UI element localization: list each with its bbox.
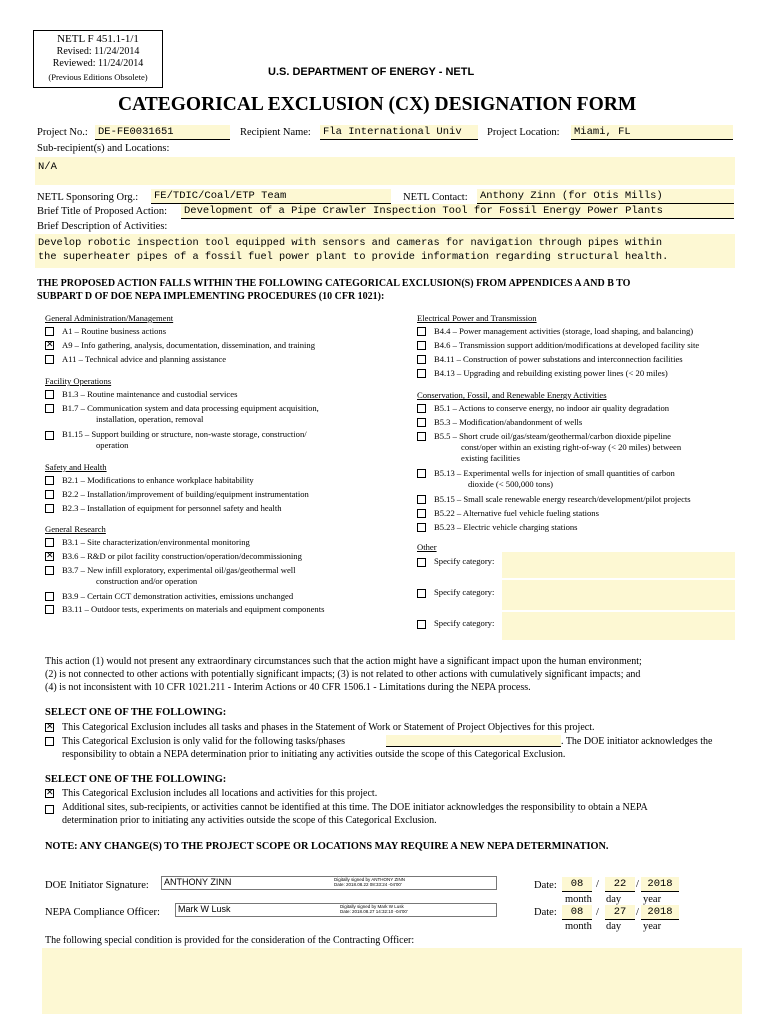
checkbox-select1-opt1[interactable]: ✕ bbox=[46, 722, 54, 732]
checkbox-b46[interactable] bbox=[417, 341, 426, 350]
location-field[interactable]: Miami, FL bbox=[571, 125, 733, 140]
date1-year-caption: year bbox=[643, 894, 662, 905]
item-b411: B4.11 – Construction of power substations and interconnection facilities bbox=[434, 354, 683, 364]
item-b37: B3.7 – New infill exploratory, experimental oil/gas/geothermal well bbox=[62, 565, 296, 575]
select2-opt2: Additional sites, sub-recipients, or activities cannot be identified at this time. The DOE initiator acknowledges the responsibility to obtain a NEPA bbox=[62, 802, 648, 813]
nepa-digital-sign-1: Digitally signed by Mark W Lusk bbox=[340, 904, 404, 909]
checkbox-b53[interactable] bbox=[417, 418, 426, 427]
item-b55: B5.5 – Short crude oil/gas/steam/geothermal/carbon dioxide pipeline bbox=[434, 431, 671, 441]
item-b23: B2.3 – Installation of equipment for personnel safety and health bbox=[62, 503, 282, 513]
checkbox-select2-opt2[interactable] bbox=[45, 805, 54, 814]
proposed-heading-1: THE PROPOSED ACTION FALLS WITHIN THE FOLLOWING CATEGORICAL EXCLUSION(S) FROM APPENDICES A AND B TO bbox=[37, 278, 631, 289]
item-b44: B4.4 – Power management activities (storage, load shaping, and balancing) bbox=[434, 326, 694, 336]
activities-field[interactable] bbox=[35, 234, 735, 268]
action-paragraph bbox=[45, 655, 745, 694]
agency-name: U.S. DEPARTMENT OF ENERGY - NETL bbox=[268, 66, 475, 78]
checkbox-b17[interactable] bbox=[45, 404, 54, 413]
checkbox-b36[interactable]: ✕ bbox=[46, 551, 54, 561]
item-b17-cont: installation, operation, removal bbox=[96, 414, 204, 424]
item-b513: B5.13 – Experimental wells for injection of small quantities of carbon bbox=[434, 468, 675, 478]
subrecipient-label: Sub-recipient(s) and Locations: bbox=[37, 143, 170, 154]
checkbox-select1-opt2[interactable] bbox=[45, 737, 54, 746]
sponsor-field[interactable]: FE/TDIC/Coal/ETP Team bbox=[151, 189, 391, 204]
date1-slash-2: / bbox=[636, 879, 639, 890]
checkbox-b411[interactable] bbox=[417, 355, 426, 364]
specify-field-1[interactable] bbox=[502, 552, 735, 578]
checkbox-b515[interactable] bbox=[417, 495, 426, 504]
date1-month-caption: month bbox=[565, 894, 592, 905]
form-id-box bbox=[33, 30, 163, 88]
cat-electrical: Electrical Power and Transmission bbox=[417, 313, 537, 323]
form-title: CATEGORICAL EXCLUSION (CX) DESIGNATION FORM bbox=[118, 94, 637, 115]
activities-line-2: the superheater pipes of a fossil fuel power plant to provide information regarding structural health. bbox=[38, 251, 669, 263]
date2-day[interactable]: 27 bbox=[605, 905, 635, 920]
item-b22: B2.2 – Installation/improvement of building/equipment instrumentation bbox=[62, 489, 309, 499]
checkbox-b51[interactable] bbox=[417, 404, 426, 413]
select1-heading: SELECT ONE OF THE FOLLOWING: bbox=[45, 707, 227, 718]
item-b522: B5.22 – Alternative fuel vehicle fueling stations bbox=[434, 508, 599, 518]
item-b513-cont: dioxide (< 500,000 tons) bbox=[468, 479, 554, 489]
item-b53: B5.3 – Modification/abandonment of wells bbox=[434, 417, 583, 427]
recipient-field[interactable]: Fla International Univ bbox=[320, 125, 478, 140]
item-b37-cont: construction and/or operation bbox=[96, 576, 198, 586]
item-b413: B4.13 – Upgrading and rebuilding existing power lines (< 20 miles) bbox=[434, 368, 668, 378]
select1-opt2-cont2: responsibility to obtain a NEPA determination prior to initiating any activities outside the scope of this Categorical Exclusion. bbox=[62, 749, 566, 760]
checkbox-b311[interactable] bbox=[45, 605, 54, 614]
note: NOTE: ANY CHANGE(S) TO THE PROJECT SCOPE OR LOCATIONS MAY REQUIRE A NEW NEPA DETERMINATION. bbox=[45, 841, 609, 852]
nepa-signature-field[interactable] bbox=[175, 903, 497, 917]
checkbox-a1[interactable] bbox=[45, 327, 54, 336]
date2-month[interactable]: 08 bbox=[562, 905, 592, 920]
doe-digital-sign-2: Date: 2018.08.22 08:33:24 -04'00' bbox=[334, 882, 402, 887]
sponsor-label: NETL Sponsoring Org.: bbox=[37, 192, 139, 203]
item-b515: B5.15 – Small scale renewable energy research/development/pilot projects bbox=[434, 494, 691, 504]
item-b51: B5.1 – Actions to conserve energy, no indoor air quality degradation bbox=[434, 403, 670, 413]
action-line-3: (4) is not inconsistent with 10 CFR 1021.211 - Interim Actions or 40 CFR 1506.1 - Limitations during the NEPA process. bbox=[45, 682, 531, 693]
select1-opt2-cont: . The DOE initiator acknowledges the bbox=[561, 736, 713, 747]
cat-safety-health: Safety and Health bbox=[45, 462, 107, 472]
item-a11: A11 – Technical advice and planning assistance bbox=[62, 354, 227, 364]
cat-facility-ops: Facility Operations bbox=[45, 376, 112, 386]
checkbox-b115[interactable] bbox=[45, 431, 54, 440]
date1-slash-1: / bbox=[596, 879, 599, 890]
revised-date: Revised: 11/24/2014 bbox=[56, 45, 140, 57]
item-a9: A9 – Info gathering, analysis, documentation, dissemination, and training bbox=[62, 340, 315, 350]
date2-year-caption: year bbox=[643, 921, 662, 932]
brief-title-label: Brief Title of Proposed Action: bbox=[37, 206, 168, 217]
checkbox-b44[interactable] bbox=[417, 327, 426, 336]
nepa-signature-name: Mark W Lusk bbox=[178, 904, 231, 914]
checkbox-other-3[interactable] bbox=[417, 620, 426, 629]
item-b13: B1.3 – Routine maintenance and custodial services bbox=[62, 389, 238, 399]
checkbox-b413[interactable] bbox=[417, 369, 426, 378]
checkbox-b523[interactable] bbox=[417, 523, 426, 532]
reviewed-date: Reviewed: 11/24/2014 bbox=[52, 58, 144, 69]
cat-conservation: Conservation, Fossil, and Renewable Energy Activities bbox=[417, 390, 607, 400]
checkbox-b21[interactable] bbox=[45, 476, 54, 485]
item-b115: B1.15 – Support building or structure, non-waste storage, construction/ bbox=[62, 429, 307, 439]
checkbox-b22[interactable] bbox=[45, 490, 54, 499]
date1-day[interactable]: 22 bbox=[605, 877, 635, 892]
checkbox-b37[interactable] bbox=[45, 566, 54, 575]
doe-signature-field[interactable] bbox=[161, 876, 497, 890]
doe-signature-label: DOE Initiator Signature: bbox=[45, 880, 149, 891]
nepa-officer-label: NEPA Compliance Officer: bbox=[45, 907, 160, 918]
date1-day-caption: day bbox=[606, 894, 622, 905]
checkbox-select2-opt1[interactable]: ✕ bbox=[46, 788, 54, 798]
specify-field-3[interactable] bbox=[502, 612, 735, 640]
project-no-label: Project No.: bbox=[37, 127, 88, 138]
checkbox-b522[interactable] bbox=[417, 509, 426, 518]
item-b55-cont: const/oper within an existing right-of-way (< 20 miles) between bbox=[461, 442, 682, 452]
select1-opt2: This Categorical Exclusion is only valid for the following tasks/phases bbox=[62, 736, 346, 747]
specify-label-3: Specify category: bbox=[434, 618, 495, 628]
date2-day-caption: day bbox=[606, 921, 622, 932]
checkbox-b31[interactable] bbox=[45, 538, 54, 547]
checkbox-b513[interactable] bbox=[417, 469, 426, 478]
date1-year[interactable]: 2018 bbox=[641, 877, 679, 892]
item-b39: B3.9 – Certain CCT demonstration activities, emissions unchanged bbox=[62, 591, 294, 601]
recipient-label: Recipient Name: bbox=[240, 127, 311, 138]
action-line-1: This action (1) would not present any extraordinary circumstances such that the action might have a significant impact upon the human environment; bbox=[45, 656, 642, 667]
special-condition-label: The following special condition is provided for the consideration of the Contracting Officer: bbox=[45, 935, 415, 946]
checkbox-a9[interactable]: ✕ bbox=[46, 340, 54, 350]
date2-slash-2: / bbox=[636, 907, 639, 918]
select2-heading: SELECT ONE OF THE FOLLOWING: bbox=[45, 774, 227, 785]
item-a1: A1 – Routine business actions bbox=[62, 326, 167, 336]
tasks-phases-field[interactable] bbox=[386, 735, 561, 747]
form-id: NETL F 451.1-1/1 bbox=[57, 33, 139, 45]
cat-general-admin: General Administration/Management bbox=[45, 313, 174, 323]
proposed-heading-2: SUBPART D OF DOE NEPA IMPLEMENTING PROCEDURES (10 CFR 1021): bbox=[37, 291, 385, 302]
nepa-digital-sign-2: Date: 2018.08.27 14:32:10 -04'00' bbox=[340, 909, 408, 914]
item-b36: B3.6 – R&D or pilot facility construction/operation/decommissioning bbox=[62, 551, 302, 561]
previous-editions: (Previous Editions Obsolete) bbox=[48, 71, 148, 82]
location-label: Project Location: bbox=[487, 127, 560, 138]
date1-label: Date: bbox=[534, 880, 557, 891]
checkbox-a11[interactable] bbox=[45, 355, 54, 364]
subrecipient-field[interactable]: N/A bbox=[35, 157, 735, 185]
date2-label: Date: bbox=[534, 907, 557, 918]
checkbox-b39[interactable] bbox=[45, 592, 54, 601]
checkbox-b55[interactable] bbox=[417, 432, 426, 441]
cat-other: Other bbox=[417, 542, 437, 552]
activities-label: Brief Description of Activities: bbox=[37, 221, 168, 232]
contact-field[interactable]: Anthony Zinn (for Otis Mills) bbox=[477, 189, 734, 204]
project-no-field[interactable]: DE-FE0031651 bbox=[95, 125, 230, 140]
special-condition-field[interactable] bbox=[42, 948, 742, 1014]
date2-year[interactable]: 2018 bbox=[641, 905, 679, 920]
date2-month-caption: month bbox=[565, 921, 592, 932]
checkbox-b23[interactable] bbox=[45, 504, 54, 513]
contact-label: NETL Contact: bbox=[403, 192, 468, 203]
brief-title-field[interactable]: Development of a Pipe Crawler Inspection Tool for Fossil Energy Power Plants bbox=[181, 204, 734, 219]
item-b17: B1.7 – Communication system and data processing equipment acquisition, bbox=[62, 403, 319, 413]
checkbox-other-2[interactable] bbox=[417, 589, 426, 598]
doe-digital-sign-1: Digitally signed by ANTHONY ZINN bbox=[334, 877, 405, 882]
select1-opt1: This Categorical Exclusion includes all tasks and phases in the Statement of Work or Statement of Project Objectives for this project. bbox=[62, 722, 595, 733]
action-line-2: (2) is not connected to other actions with potentially significant impacts; (3) is not related to other actions with cumulatively significant impacts; and bbox=[45, 669, 641, 680]
specify-label-1: Specify category: bbox=[434, 556, 495, 566]
select2-opt1: This Categorical Exclusion includes all locations and activities for this project. bbox=[62, 788, 378, 799]
item-b46: B4.6 – Transmission support addition/modifications at developed facility site bbox=[434, 340, 700, 350]
checkbox-b13[interactable] bbox=[45, 390, 54, 399]
item-b21: B2.1 – Modifications to enhance workplace habitability bbox=[62, 475, 254, 485]
cat-general-research: General Research bbox=[45, 524, 106, 534]
specify-field-2[interactable] bbox=[502, 580, 735, 610]
checkbox-other-1[interactable] bbox=[417, 558, 426, 567]
specify-label-2: Specify category: bbox=[434, 587, 495, 597]
item-b55-cont2: existing facilities bbox=[461, 453, 520, 463]
activities-line-1: Develop robotic inspection tool equipped with sensors and cameras for navigation through pipes within bbox=[38, 237, 663, 249]
item-b115-cont: operation bbox=[96, 440, 129, 450]
doe-signature-name: ANTHONY ZINN bbox=[164, 877, 232, 887]
item-b523: B5.23 – Electric vehicle charging stations bbox=[434, 522, 578, 532]
date1-month[interactable]: 08 bbox=[562, 877, 592, 892]
item-b31: B3.1 – Site characterization/environmental monitoring bbox=[62, 537, 250, 547]
date2-slash-1: / bbox=[596, 907, 599, 918]
select2-opt2-cont: determination prior to initiating any activities outside the scope of this Categorical Exclusion. bbox=[62, 815, 437, 826]
item-b311: B3.11 – Outdoor tests, experiments on materials and equipment components bbox=[62, 604, 325, 614]
